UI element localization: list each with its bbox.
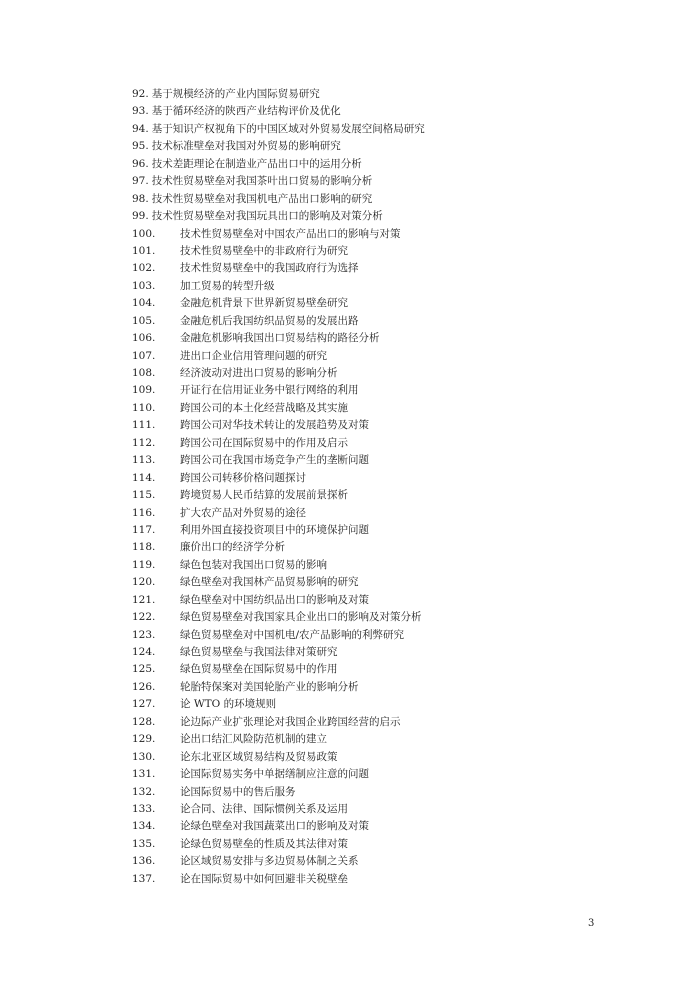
item-title: 轮胎特保案对美国轮胎产业的影响分析 — [180, 680, 359, 693]
list-item — [132, 243, 632, 260]
item-title: 论国际贸易中的售后服务 — [180, 785, 296, 798]
list-item — [132, 470, 632, 487]
item-title: 跨国公司在我国市场竞争产生的垄断问题 — [180, 454, 369, 467]
item-number: 95. — [132, 140, 149, 153]
item-number: 128. — [132, 715, 156, 728]
list-item — [132, 836, 632, 853]
item-number: 129. — [132, 733, 156, 746]
item-title: 扩大农产品对外贸易的途径 — [180, 506, 306, 519]
item-number: 109. — [132, 384, 156, 397]
list-item — [132, 801, 632, 818]
item-number: 107. — [132, 349, 156, 362]
item-number: 113. — [132, 454, 156, 467]
list-item — [132, 539, 632, 556]
item-title: 金融危机背景下世界新贸易壁垒研究 — [180, 297, 348, 310]
list-item — [132, 784, 632, 801]
item-number: 112. — [132, 436, 156, 449]
list-item — [132, 348, 632, 365]
item-number: 102. — [132, 262, 156, 275]
item-title: 跨国公司的本土化经营战略及其实施 — [180, 401, 348, 414]
item-title: 技术性贸易壁垒中的我国政府行为选择 — [180, 262, 359, 275]
list-item — [132, 191, 632, 208]
list-item — [132, 853, 632, 870]
item-title: 进出口企业信用管理问题的研究 — [180, 349, 327, 362]
item-title: 绿色壁垒对我国林产品贸易影响的研究 — [180, 576, 359, 589]
item-number: 118. — [132, 541, 156, 554]
item-number: 116. — [132, 506, 156, 519]
item-number: 133. — [132, 802, 156, 815]
list-item — [132, 452, 632, 469]
item-title: 论 WTO 的环境规则 — [180, 698, 277, 711]
list-item — [132, 871, 632, 888]
item-title: 基于知识产权视角下的中国区域对外贸易发展空间格局研究 — [151, 122, 425, 135]
item-number: 110. — [132, 401, 156, 414]
page-number: 3 — [588, 918, 595, 929]
item-title: 论边际产业扩张理论对我国企业跨国经营的启示 — [180, 715, 401, 728]
list-item — [132, 330, 632, 347]
item-number: 93. — [132, 105, 149, 118]
item-title: 论东北亚区域贸易结构及贸易政策 — [180, 750, 338, 763]
item-number: 108. — [132, 367, 156, 379]
list-item — [132, 173, 632, 190]
item-title: 技术性贸易壁垒对我国机电产品出口影响的研究 — [151, 192, 373, 205]
list-item — [132, 138, 632, 155]
item-title: 论在国际贸易中如何回避非关税壁垒 — [180, 872, 348, 885]
item-title: 金融危机后我国纺织品贸易的发展出路 — [180, 314, 359, 327]
item-title: 技术性贸易壁垒对中国农产品出口的影响与对策 — [180, 227, 401, 240]
item-number: 94. — [132, 122, 149, 135]
item-title: 技术差距理论在制造业产品出口中的运用分析 — [151, 157, 362, 170]
item-number: 111. — [132, 419, 156, 432]
item-number: 125. — [132, 663, 156, 676]
item-number: 100. — [132, 227, 156, 240]
item-number: 126. — [132, 680, 156, 693]
item-number: 119. — [132, 558, 156, 571]
list-item — [132, 766, 632, 783]
topic-list — [132, 86, 632, 888]
list-item — [132, 661, 632, 678]
list-item — [132, 557, 632, 574]
item-title: 绿色贸易壁垒对我国家具企业出口的影响及对策分析 — [180, 611, 422, 624]
item-number: 99. — [132, 210, 149, 223]
item-number: 131. — [132, 768, 156, 781]
item-number: 135. — [132, 837, 156, 850]
item-number: 115. — [132, 489, 156, 502]
list-item — [132, 749, 632, 766]
list-item — [132, 435, 632, 452]
item-title: 跨国公司在国际贸易中的作用及启示 — [180, 436, 348, 449]
list-item — [132, 818, 632, 835]
item-number: 137. — [132, 872, 156, 885]
item-title: 廉价出口的经济学分析 — [180, 541, 285, 554]
item-number: 122. — [132, 611, 156, 624]
item-title: 经济波动对进出口贸易的影响分析 — [180, 367, 338, 379]
item-number: 97. — [132, 175, 149, 188]
item-title: 论出口结汇风险防范机制的建立 — [180, 733, 327, 746]
list-item — [132, 313, 632, 330]
item-number: 121. — [132, 593, 156, 606]
item-number: 98. — [132, 192, 149, 205]
list-item — [132, 592, 632, 609]
item-title: 技术性贸易壁垒对我国茶叶出口贸易的影响分析 — [151, 175, 373, 188]
list-item — [132, 644, 632, 661]
item-number: 96. — [132, 157, 149, 170]
item-number: 134. — [132, 820, 156, 833]
item-title: 绿色壁垒对中国纺织品出口的影响及对策 — [180, 593, 369, 606]
item-title: 基于循环经济的陕西产业结构评价及优化 — [151, 105, 341, 118]
list-item — [132, 278, 632, 295]
list-item — [132, 731, 632, 748]
list-item — [132, 522, 632, 539]
list-item — [132, 609, 632, 626]
item-title: 技术标准壁垒对我国对外贸易的影响研究 — [151, 140, 341, 153]
item-number: 101. — [132, 244, 156, 257]
list-item — [132, 487, 632, 504]
item-number: 106. — [132, 332, 156, 345]
list-item — [132, 714, 632, 731]
list-item — [132, 627, 632, 644]
item-title: 论合同、法律、国际惯例关系及运用 — [180, 802, 348, 815]
list-item — [132, 86, 632, 103]
list-item — [132, 103, 632, 120]
item-number: 127. — [132, 698, 156, 711]
item-title: 论国际贸易实务中单据缮制应注意的问题 — [180, 768, 369, 781]
item-title: 基于规模经济的产业内国际贸易研究 — [151, 88, 320, 100]
item-title: 绿色包装对我国出口贸易的影响 — [180, 558, 327, 571]
list-item — [132, 679, 632, 696]
item-number: 114. — [132, 471, 156, 484]
list-item — [132, 400, 632, 417]
item-title: 绿色贸易壁垒对中国机电/农产品影响的利弊研究 — [180, 628, 405, 641]
item-number: 123. — [132, 628, 156, 641]
item-number: 103. — [132, 279, 156, 292]
list-item — [132, 365, 632, 382]
list-item — [132, 156, 632, 173]
item-title: 论绿色贸易壁垒的性质及其法律对策 — [180, 837, 348, 850]
item-title: 金融危机影响我国出口贸易结构的路径分析 — [180, 332, 380, 345]
item-number: 104. — [132, 297, 156, 310]
item-number: 92. — [132, 88, 149, 100]
item-title: 技术性贸易壁垒中的非政府行为研究 — [180, 244, 348, 257]
item-number: 117. — [132, 523, 156, 536]
item-title: 绿色贸易壁垒与我国法律对策研究 — [180, 646, 338, 658]
item-number: 136. — [132, 855, 156, 868]
list-item — [132, 295, 632, 312]
item-number: 132. — [132, 785, 156, 798]
item-title: 论区域贸易安排与多边贸易体制之关系 — [180, 855, 359, 868]
item-title: 跨国公司对华技术转让的发展趋势及对策 — [180, 419, 369, 432]
item-title: 绿色贸易壁垒在国际贸易中的作用 — [180, 663, 338, 676]
item-title: 论绿色壁垒对我国蔬菜出口的影响及对策 — [180, 820, 369, 833]
list-item — [132, 382, 632, 399]
item-title: 加工贸易的转型升级 — [180, 279, 275, 292]
item-number: 130. — [132, 750, 156, 763]
item-title: 利用外国直接投资项目中的环境保护问题 — [180, 523, 369, 536]
list-item — [132, 226, 632, 243]
item-number: 124. — [132, 646, 156, 658]
list-item — [132, 696, 632, 713]
item-title: 跨国公司转移价格问题探讨 — [180, 471, 306, 484]
item-number: 120. — [132, 576, 156, 589]
list-item — [132, 574, 632, 591]
item-number: 105. — [132, 314, 156, 327]
item-title: 开证行在信用证业务中银行网络的利用 — [180, 384, 359, 397]
item-title: 跨境贸易人民币结算的发展前景探析 — [180, 489, 348, 502]
list-item — [132, 121, 632, 138]
list-item — [132, 505, 632, 522]
item-title: 技术性贸易壁垒对我国玩具出口的影响及对策分析 — [151, 210, 383, 223]
list-item — [132, 208, 632, 225]
list-item — [132, 417, 632, 434]
list-item — [132, 260, 632, 277]
